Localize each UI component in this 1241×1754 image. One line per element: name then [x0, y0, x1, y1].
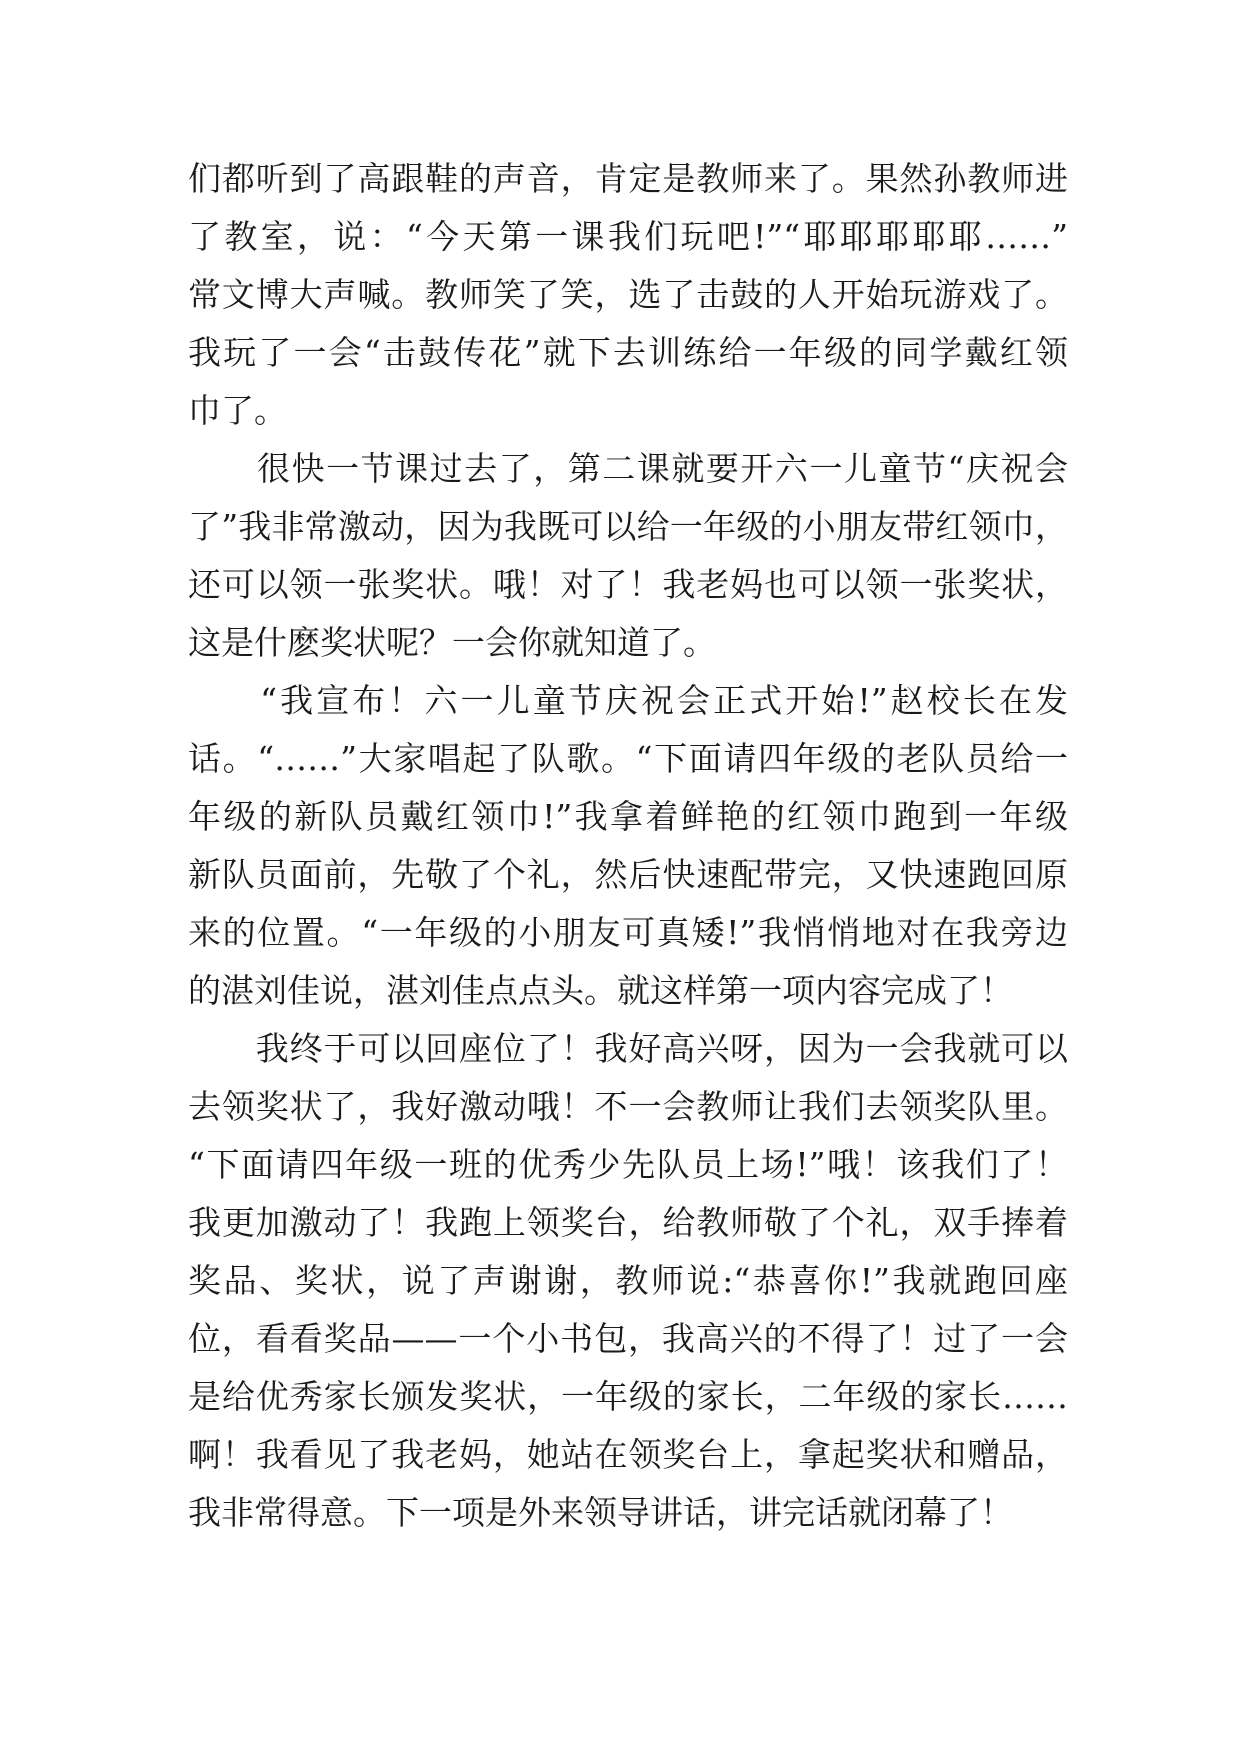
- text-line: 年级的新队员戴红领巾!”我拿着鲜艳的红领巾跑到一年级: [188, 797, 1068, 836]
- text-line: 去领奖状了，我好激动哦！不一会教师让我们去领奖队里。: [188, 1087, 1068, 1126]
- text-line: 我玩了一会“击鼓传花”就下去训练给一年级的同学戴红领: [188, 333, 1068, 372]
- text-line: 们都听到了高跟鞋的声音，肯定是教师来了。果然孙教师进: [188, 159, 1068, 198]
- text-line: 我非常得意。下一项是外来领导讲话，讲完话就闭幕了！: [188, 1493, 1013, 1532]
- text-line: 新队员面前，先敬了个礼，然后快速配带完，又快速跑回原: [188, 855, 1068, 894]
- paragraph-3: [188, 672, 1068, 1020]
- text-line: 来的位置。“一年级的小朋友可真矮!”我悄悄地对在我旁边: [188, 913, 1068, 952]
- paragraph-1: [188, 150, 1068, 440]
- document-body: [188, 150, 1068, 1542]
- text-line: 了教室，说：“今天第一课我们玩吧!”“耶耶耶耶耶……”: [188, 217, 1068, 256]
- text-line: 我更加激动了！我跑上领奖台，给教师敬了个礼，双手捧着: [188, 1203, 1068, 1242]
- paragraph-2: [188, 440, 1068, 672]
- text-line: 这是什麽奖状呢？一会你就知道了。: [188, 623, 716, 662]
- paragraph-4: [188, 1020, 1068, 1542]
- text-line: 巾了。: [188, 391, 287, 430]
- text-line: 位，看看奖品——一个小书包，我高兴的不得了！过了一会: [188, 1319, 1068, 1358]
- text-line: 话。“……”大家唱起了队歌。“下面请四年级的老队员给一: [188, 739, 1068, 778]
- text-line: 的湛刘佳说，湛刘佳点点头。就这样第一项内容完成了！: [188, 971, 1013, 1010]
- text-line: 啊！我看见了我老妈，她站在领奖台上，拿起奖状和赠品，: [188, 1435, 1068, 1474]
- text-line: 奖品、奖状，说了声谢谢，教师说:“恭喜你!”我就跑回座: [188, 1261, 1068, 1300]
- text-line: 很快一节课过去了，第二课就要开六一儿童节“庆祝会: [188, 449, 1068, 488]
- text-line: 了”我非常激动，因为我既可以给一年级的小朋友带红领巾，: [188, 507, 1068, 546]
- text-line: 还可以领一张奖状。哦！对了！我老妈也可以领一张奖状，: [188, 565, 1068, 604]
- text-line: 我终于可以回座位了！我好高兴呀，因为一会我就可以: [188, 1029, 1068, 1068]
- text-line: “下面请四年级一班的优秀少先队员上场!”哦！该我们了！: [188, 1145, 1068, 1184]
- text-line: 常文博大声喊。教师笑了笑，选了击鼓的人开始玩游戏了。: [188, 275, 1068, 314]
- text-line: 是给优秀家长颁发奖状，一年级的家长，二年级的家长……: [188, 1377, 1068, 1416]
- text-line: “我宣布！六一儿童节庆祝会正式开始!”赵校长在发: [188, 681, 1068, 720]
